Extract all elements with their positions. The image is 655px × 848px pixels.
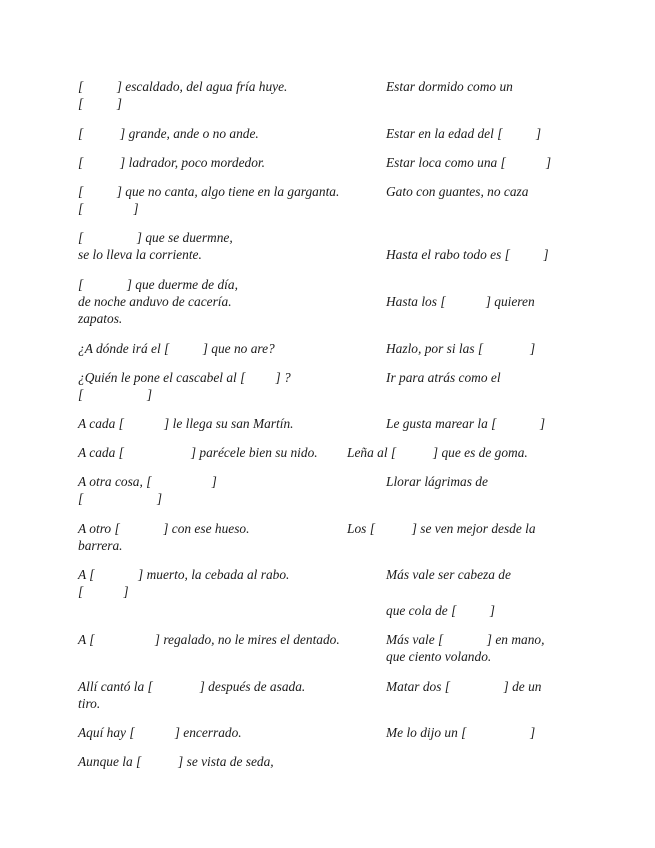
text-line: [ ] escaldado, del agua fría huye.	[78, 79, 288, 94]
text-line: Llorar lágrimas de	[386, 474, 488, 489]
text-line: A cada [ ] parécele bien su nido.	[78, 445, 318, 460]
text-line: zapatos.	[78, 311, 123, 326]
text-line: ¿Quién le pone el cascabel al [ ] ?	[78, 370, 291, 385]
text-line: [ ] ladrador, poco mordedor.	[78, 155, 265, 170]
text-line: Estar dormido como un	[386, 79, 513, 94]
text-line: [ ] que no canta, algo tiene en la garganta.	[78, 184, 340, 199]
text-line: Los [ ] se ven mejor desde la	[347, 521, 536, 536]
text-line: [ ]	[78, 96, 122, 111]
text-line: A otra cosa, [ ]	[78, 474, 217, 489]
text-line: se lo lleva la corriente.	[78, 247, 202, 262]
text-line: [ ]	[78, 387, 153, 402]
text-line: A cada [ ] le llega su san Martín.	[78, 416, 294, 431]
text-line: Me lo dijo un [ ]	[386, 725, 536, 740]
text-line: Estar loca como una [ ]	[386, 155, 552, 170]
text-line: A otro [ ] con ese hueso.	[78, 521, 250, 536]
text-line: barrera.	[78, 538, 123, 553]
text-line: tiro.	[78, 696, 101, 711]
text-line: Allí cantó la [ ] después de asada.	[78, 679, 306, 694]
text-line: [ ] grande, ande o no ande.	[78, 126, 259, 141]
text-line: A [ ] muerto, la cebada al rabo.	[78, 567, 290, 582]
text-line: [ ] que se duermne,	[78, 230, 233, 245]
text-line: Gato con guantes, no caza	[386, 184, 529, 199]
text-line: [ ]	[78, 491, 163, 506]
text-line: Hazlo, por si las [ ]	[386, 341, 536, 356]
text-line: Más vale [ ] en mano,	[386, 632, 545, 647]
text-line: [ ]	[78, 201, 139, 216]
text-line: Aunque la [ ] se vista de seda,	[78, 754, 274, 769]
text-line: Estar en la edad del [ ]	[386, 126, 542, 141]
text-line: Más vale ser cabeza de	[386, 567, 511, 582]
text-line: que cola de [ ]	[386, 603, 495, 618]
text-line: Le gusta marear la [ ]	[386, 416, 546, 431]
text-line: Matar dos [ ] de un	[386, 679, 542, 694]
text-line: [ ] que duerme de día,	[78, 277, 238, 292]
text-line: Aquí hay [ ] encerrado.	[78, 725, 242, 740]
text-line: de noche anduvo de cacería.	[78, 294, 232, 309]
text-line: [ ]	[78, 584, 129, 599]
text-line: A [ ] regalado, no le mires el dentado.	[78, 632, 340, 647]
text-line: que ciento volando.	[386, 649, 492, 664]
text-line: Leña al [ ] que es de goma.	[347, 445, 528, 460]
text-line: ¿A dónde irá el [ ] que no are?	[78, 341, 275, 356]
text-line: Hasta los [ ] quieren	[386, 294, 535, 309]
text-line: Hasta el rabo todo es [ ]	[386, 247, 549, 262]
text-line: Ir para atrás como el	[386, 370, 501, 385]
